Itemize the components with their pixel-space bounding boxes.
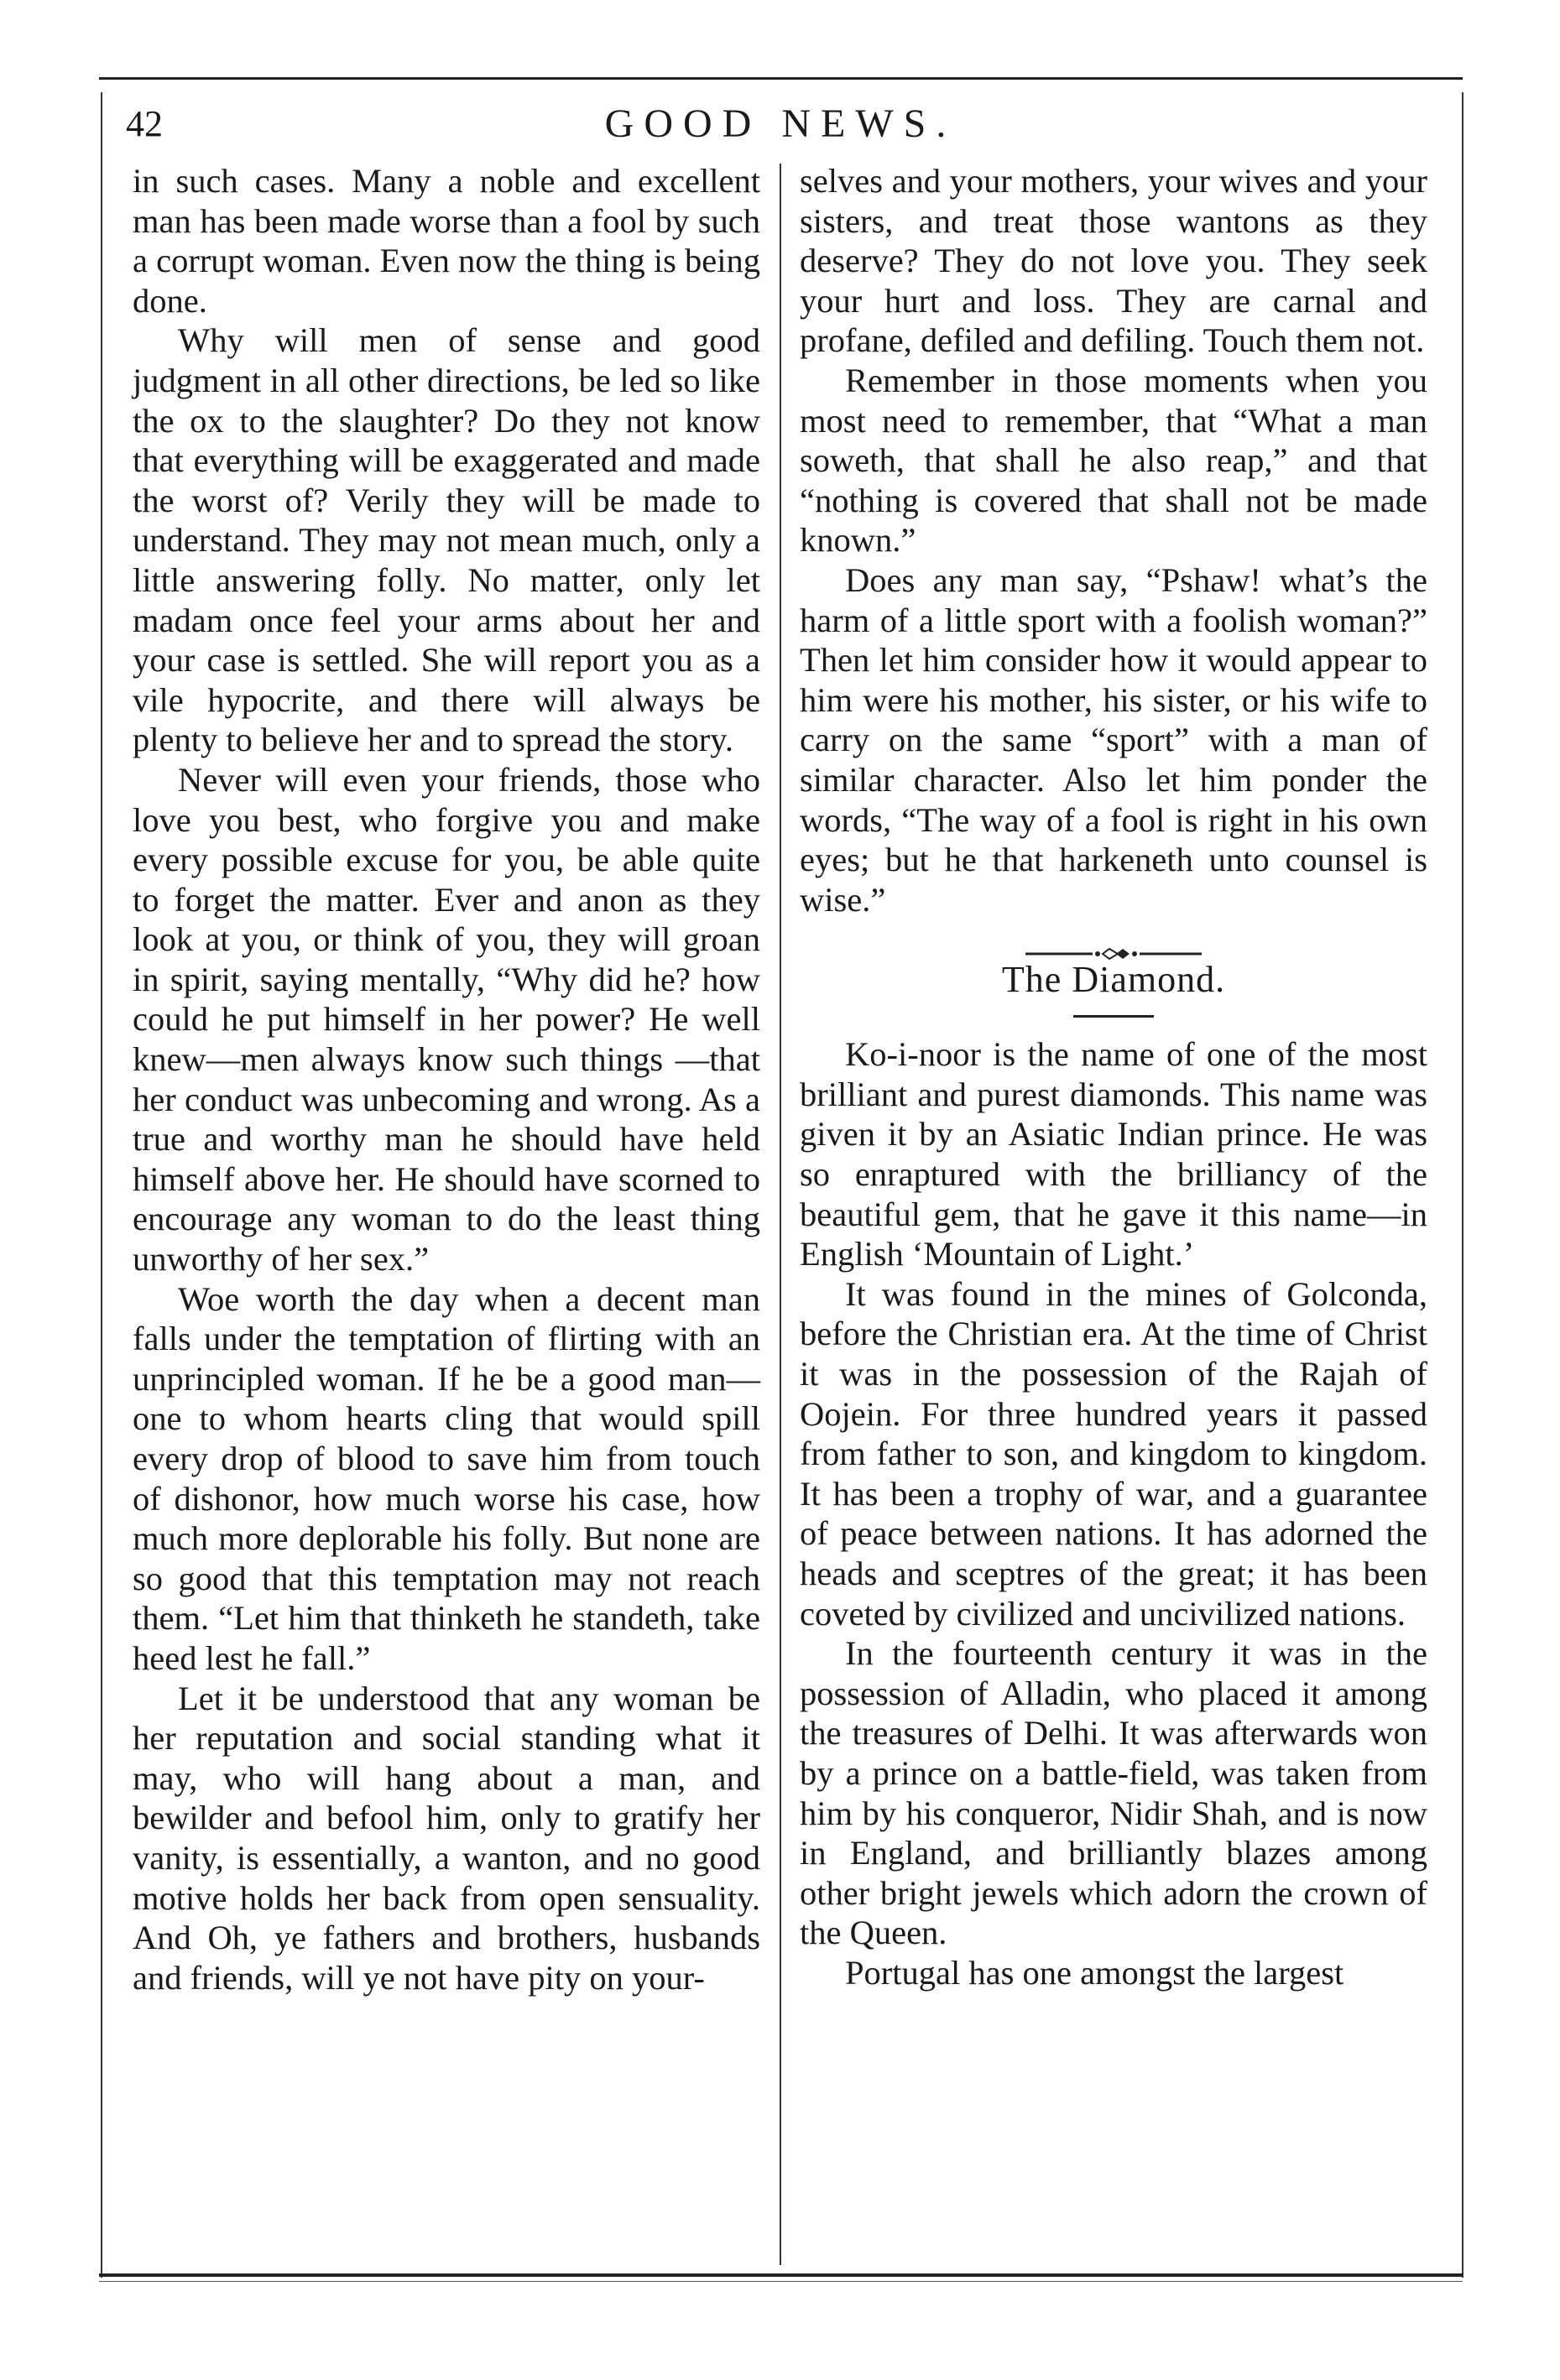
top-rule [99,77,1463,80]
right-border-line [1462,92,1463,2278]
bottom-rule [99,2273,1463,2277]
right-column [800,161,1427,1993]
title-underline-rule [1073,1015,1154,1018]
right-paragraph-3: Does any man say, “Pshaw! what’s the harm of a little sport with a foolish woman?” Then let him consider how it would appear to him were his mother, his sister, or his wife to carry on the same “sport” with a man of similar character. Also let him ponder the words, “The way of a fool is right in his own eyes; but he that harkeneth unto counsel is wise.” [800,560,1427,919]
diamond-paragraph-3: In the fourteenth century it was in the possession of Alladin, who placed it among the treasures of Delhi. It was afterwards won by a prince on a battle-field, was taken from him by his conqueror, Nidir Shah, and is now in England, and brilliantly blazes among other bright jewels which adorn the crown of the Queen. [800,1634,1427,1952]
left-paragraph-3: Never will even your friends, those who love you best, who forgive you and make every possible excuse for you, be able quite to forget the matter. Ever and anon as they look at you, or think of you, they will groan in spirit, saying mentally, “Why did he? how could he put himself in her power? He well knew—men always know such things —that her conduct was unbecoming and wrong. As a true and worthy man he should have held himself above her. He should have scorned to encourage any woman to do the least thing unworthy of her sex.” [133,760,760,1279]
diamond-paragraph-1: Ko-i-noor is the name of one of the most brilliant and purest diamonds. This name was given it by an Asiatic Indian prince. He was so enraptured with the brilliancy of the beautiful gem, that he gave it this name—in English ‘Mountain of Light.’ [800,1035,1427,1273]
page-number: 42 [126,103,163,144]
left-column [133,161,760,1997]
right-paragraph-1: selves and your mothers, your wives and your sisters, and treat those wantons as they deserve? They do not love you. They seek your hurt and loss. They are carnal and profane, defiled and defiling. Touch them not. [800,162,1427,360]
ornamental-divider-icon [800,931,1427,948]
right-paragraph-2: Remember in those moments when you most need to remember, that “What a man soweth, that shall he also reap,” and that “nothing is covered that shall not be made known.” [800,361,1427,560]
left-paragraph-5: Let it be understood that any woman be her reputation and social standing what it may, who will hang about a man, and bewilder and befool him, only to gratify her vanity, is essentially, a wanton, and no good motive holds her back from open sensuality. And Oh, ye fathers and brothers, husbands and friends, will ye not have pity on your- [133,1679,760,1997]
running-title: GOOD NEWS. [604,102,957,146]
diamond-paragraph-4: Portugal has one amongst the largest [845,1953,1344,1992]
section-title: The Diamond. [1001,959,1226,1001]
bottom-rule-thin [99,2281,1463,2282]
left-paragraph-2: Why will men of sense and good judgment in all other directions, be led so like the ox to the slaughter? Do they not know that everything will be exaggerated and made the worst of? Verily they will be made to understand. They may not mean much, only a little answering folly. No matter, only let madam once feel your arms about her and your case is settled. She will report you as a vile hypocrite, and there will always be plenty to believe her and to spread the story. [133,321,760,759]
left-paragraph-1: in such cases. Many a noble and excellent man has been made worse than a fool by such a corrupt woman. Even now the thing is being done. [133,162,760,320]
page-header [126,92,1435,151]
left-border-line [101,92,102,2278]
diamond-paragraph-2: It was found in the mines of Golconda, before the Christian era. At the time of Christ it was in the possession of the Rajah of Oojein. For three hundred years it passed from father to son, and kingdom to kingdom. It has been a trophy of war, and a guarantee of peace between nations. It has adorned the heads and sceptres of the great; it has been coveted by civilized and uncivilized nations. [800,1274,1427,1633]
column-divider-line [780,164,781,2265]
left-paragraph-4: Woe worth the day when a decent man falls under the temptation of flirting with an unprincipled woman. If he be a good man—one to whom hearts cling that would spill every drop of blood to save him from touch of dishonor, how much worse his case, how much more deplorable his folly. But none are so good that this temptation may not reach them. “Let him that thinketh he standeth, take heed lest he fall.” [133,1279,760,1677]
